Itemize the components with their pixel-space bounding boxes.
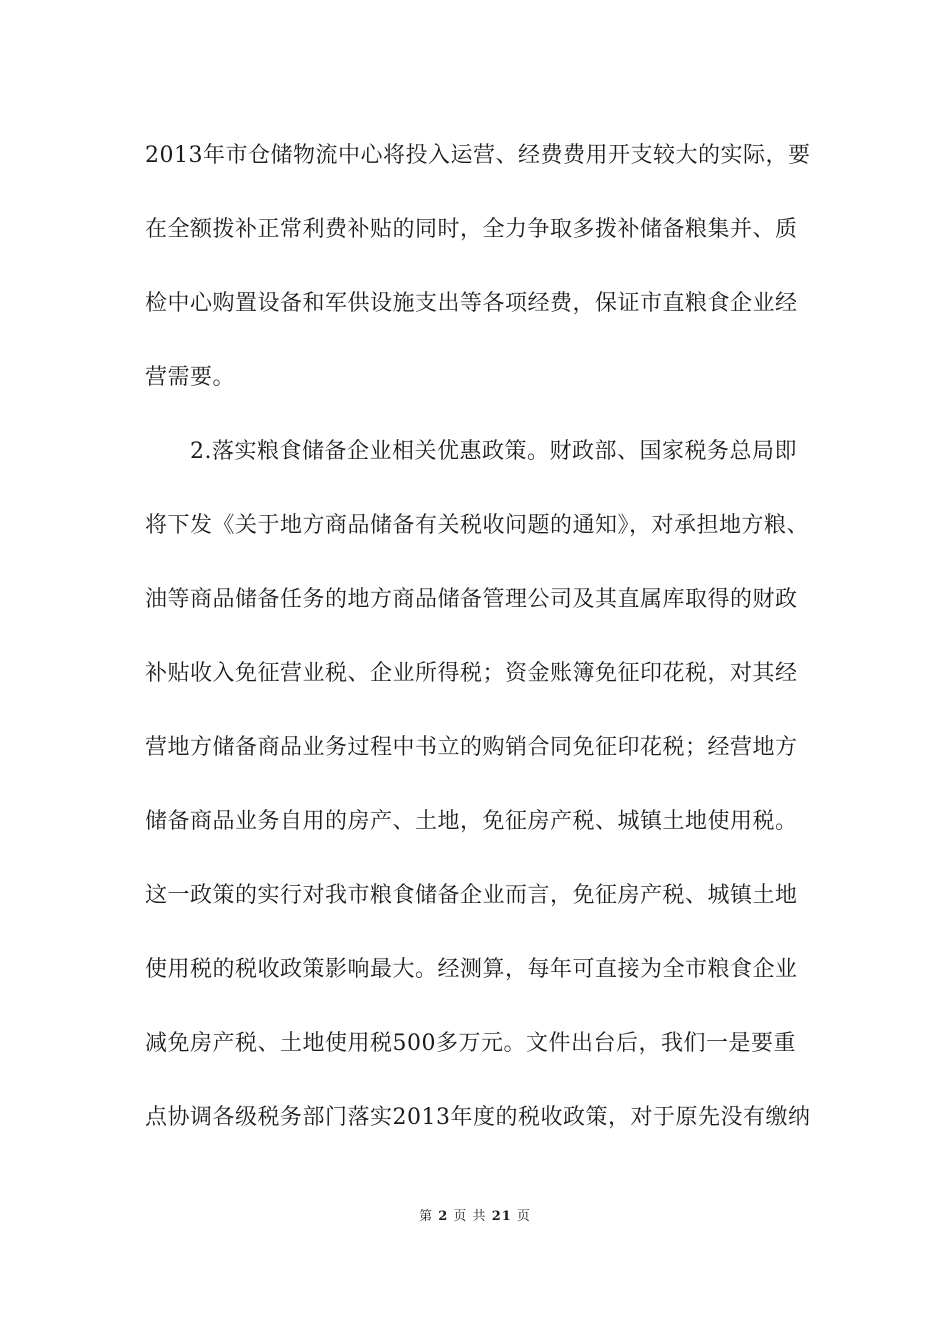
body-line-3: 检中心购置设备和军供设施支出等各项经费，保证市直粮食企业经 bbox=[145, 291, 798, 316]
body-line-9: 营地方储备商品业务过程中书立的购销合同免征印花税；经营地方 bbox=[145, 735, 798, 760]
footer-suffix: 页 bbox=[516, 1209, 531, 1224]
footer-middle: 页 共 bbox=[453, 1209, 487, 1224]
body-line-2: 在全额拨补正常利费补贴的同时，全力争取多拨补储备粮集并、质 bbox=[145, 217, 798, 242]
body-line-8: 补贴收入免征营业税、企业所得税；资金账簿免征印花税，对其经 bbox=[145, 661, 798, 686]
body-line-12: 使用税的税收政策影响最大。经测算，每年可直接为全市粮食企业 bbox=[145, 957, 798, 982]
footer-total-pages: 21 bbox=[491, 1209, 512, 1224]
body-line-1: 2013年市仓储物流中心将投入运营、经费费用开支较大的实际，要 bbox=[145, 143, 811, 168]
body-line-14: 点协调各级税务部门落实2013年度的税收政策，对于原先没有缴纳 bbox=[145, 1105, 811, 1130]
footer-current-page: 2 bbox=[438, 1209, 449, 1224]
body-line-11: 这一政策的实行对我市粮食储备企业而言，免征房产税、城镇土地 bbox=[145, 883, 798, 908]
body-line-7: 油等商品储备任务的地方商品储备管理公司及其直属库取得的财政 bbox=[145, 587, 798, 612]
page-footer bbox=[0, 1208, 950, 1226]
body-line-5: 2.落实粮食储备企业相关优惠政策。财政部、国家税务总局即 bbox=[190, 439, 797, 464]
body-line-6: 将下发《关于地方商品储备有关税收问题的通知》，对承担地方粮、 bbox=[145, 513, 810, 538]
body-line-4: 营需要。 bbox=[145, 365, 236, 390]
body-line-13: 减免房产税、土地使用税500多万元。文件出台后，我们一是要重 bbox=[145, 1031, 796, 1056]
footer-prefix: 第 bbox=[419, 1209, 434, 1224]
body-line-10: 储备商品业务自用的房产、土地，免征房产税、城镇土地使用税。 bbox=[145, 809, 798, 834]
